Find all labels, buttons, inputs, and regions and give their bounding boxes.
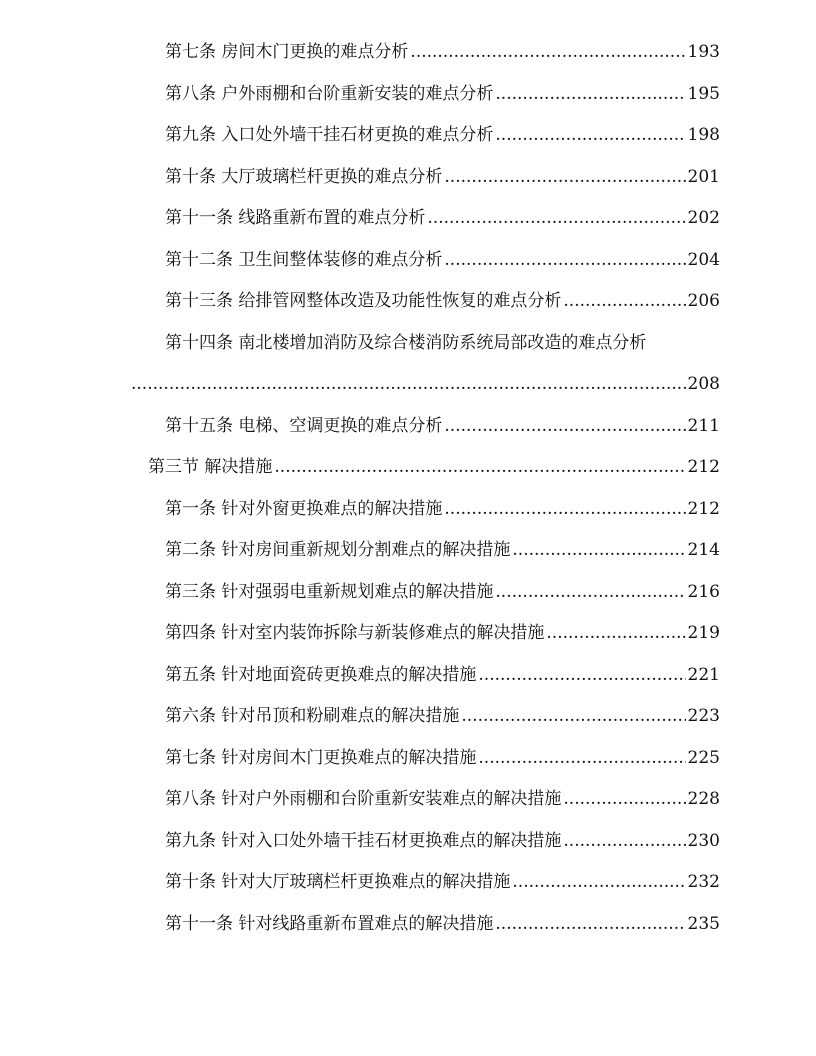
toc-page-number: 195 — [687, 83, 720, 104]
toc-entry[interactable] — [0, 613, 720, 655]
toc-dot-leader — [563, 281, 685, 323]
toc-page-number: 232 — [687, 872, 720, 892]
toc-page-number: 208 — [687, 374, 720, 394]
toc-dot-leader — [444, 157, 685, 199]
toc-dot-leader — [512, 862, 685, 904]
toc-page-number: 204 — [687, 249, 720, 270]
toc-entry[interactable] — [0, 862, 720, 904]
toc-entry-label: 第十条 大厅玻璃栏杆更换的难点分析 — [165, 166, 443, 187]
table-of-contents — [0, 32, 816, 945]
toc-entry-label: 第十一条 针对线路重新布置难点的解决措施 — [165, 913, 494, 934]
toc-entry-label: 第三节 解决措施 — [148, 457, 273, 477]
toc-entry[interactable] — [0, 655, 720, 697]
toc-dot-leader — [444, 240, 685, 282]
toc-dot-leader — [495, 904, 685, 946]
toc-dot-leader — [274, 447, 685, 489]
toc-entry-label: 第九条 针对入口处外墙干挂石材更换难点的解决措施 — [165, 830, 562, 851]
toc-entry[interactable] — [0, 74, 720, 116]
toc-entry[interactable] — [0, 281, 720, 323]
toc-dot-leader — [546, 613, 685, 655]
toc-page-number: 206 — [687, 291, 720, 311]
toc-entry-label: 第十四条 南北楼增加消防及综合楼消防系统局部改造的难点分析 — [165, 332, 647, 353]
toc-dot-leader — [444, 489, 685, 531]
toc-entry[interactable] — [0, 32, 720, 74]
toc-entry[interactable] — [0, 489, 720, 531]
toc-entry-label: 第十条 针对大厅玻璃栏杆更换难点的解决措施 — [165, 872, 511, 892]
toc-page-number: 219 — [687, 623, 720, 643]
toc-entry[interactable] — [0, 904, 720, 946]
toc-entry[interactable] — [0, 406, 720, 448]
toc-dot-leader — [478, 738, 685, 780]
toc-page-number: 193 — [687, 42, 720, 62]
toc-page-number: 230 — [687, 830, 720, 851]
toc-page-number: 223 — [687, 706, 720, 726]
toc-dot-leader — [495, 74, 685, 116]
toc-entry-label: 第五条 针对地面瓷砖更换难点的解决措施 — [165, 664, 477, 685]
toc-page-number: 202 — [687, 208, 720, 228]
toc-entry[interactable] — [0, 240, 720, 282]
toc-page-number: 212 — [687, 457, 720, 477]
toc-entry[interactable] — [0, 157, 720, 199]
toc-entry-label: 第一条 针对外窗更换难点的解决措施 — [165, 498, 443, 519]
toc-page-number: 212 — [687, 498, 720, 519]
toc-entry-label: 第十三条 给排管网整体改造及功能性恢复的难点分析 — [165, 291, 562, 311]
toc-dot-leader — [512, 530, 685, 572]
toc-entry[interactable] — [0, 572, 720, 614]
toc-entry-label: 第七条 针对房间木门更换难点的解决措施 — [165, 747, 477, 768]
toc-dot-leader — [461, 696, 685, 738]
toc-entry-label: 第四条 针对室内装饰拆除与新装修难点的解决措施 — [165, 623, 545, 643]
toc-entry[interactable] — [0, 198, 720, 240]
toc-entry[interactable] — [0, 821, 720, 863]
toc-entry[interactable] — [0, 738, 720, 780]
toc-entry[interactable] — [0, 115, 720, 157]
toc-entry-label: 第十五条 电梯、空调更换的难点分析 — [165, 415, 443, 436]
toc-dot-leader — [495, 115, 685, 157]
toc-dot-leader — [563, 821, 685, 863]
toc-dot-leader — [131, 364, 686, 406]
toc-entry-label: 第六条 针对吊顶和粉刷难点的解决措施 — [165, 706, 460, 726]
toc-entry-continuation[interactable] — [0, 364, 720, 406]
toc-page-number: 228 — [687, 789, 720, 809]
toc-entry-label: 第九条 入口处外墙干挂石材更换的难点分析 — [165, 125, 494, 145]
toc-page-number: 221 — [687, 664, 720, 685]
toc-entry[interactable] — [0, 323, 720, 365]
toc-page-number: 198 — [687, 125, 720, 145]
toc-dot-leader — [427, 198, 685, 240]
toc-dot-leader — [478, 655, 685, 697]
toc-entry-label: 第十一条 线路重新布置的难点分析 — [165, 208, 426, 228]
toc-entry[interactable] — [0, 696, 720, 738]
toc-page-number: 216 — [687, 581, 720, 602]
toc-entry-label: 第三条 针对强弱电重新规划难点的解决措施 — [165, 581, 494, 602]
toc-entry-label: 第二条 针对房间重新规划分割难点的解决措施 — [165, 540, 511, 560]
toc-entry[interactable] — [0, 530, 720, 572]
toc-page-number: 214 — [687, 540, 720, 560]
toc-dot-leader — [495, 572, 685, 614]
toc-entry-label: 第七条 房间木门更换的难点分析 — [165, 42, 409, 62]
toc-page-number: 225 — [687, 747, 720, 768]
toc-entry-label: 第八条 针对户外雨棚和台阶重新安装难点的解决措施 — [165, 789, 562, 809]
toc-dot-leader — [444, 406, 685, 448]
toc-entry-label: 第八条 户外雨棚和台阶重新安装的难点分析 — [165, 83, 494, 104]
toc-entry-label: 第十二条 卫生间整体装修的难点分析 — [165, 249, 443, 270]
toc-page-number: 235 — [687, 913, 720, 934]
toc-dot-leader — [563, 779, 685, 821]
toc-section-entry[interactable] — [0, 447, 720, 489]
toc-page-number: 201 — [687, 166, 720, 187]
toc-page-number: 211 — [687, 415, 720, 436]
toc-dot-leader — [410, 32, 685, 74]
toc-entry[interactable] — [0, 779, 720, 821]
